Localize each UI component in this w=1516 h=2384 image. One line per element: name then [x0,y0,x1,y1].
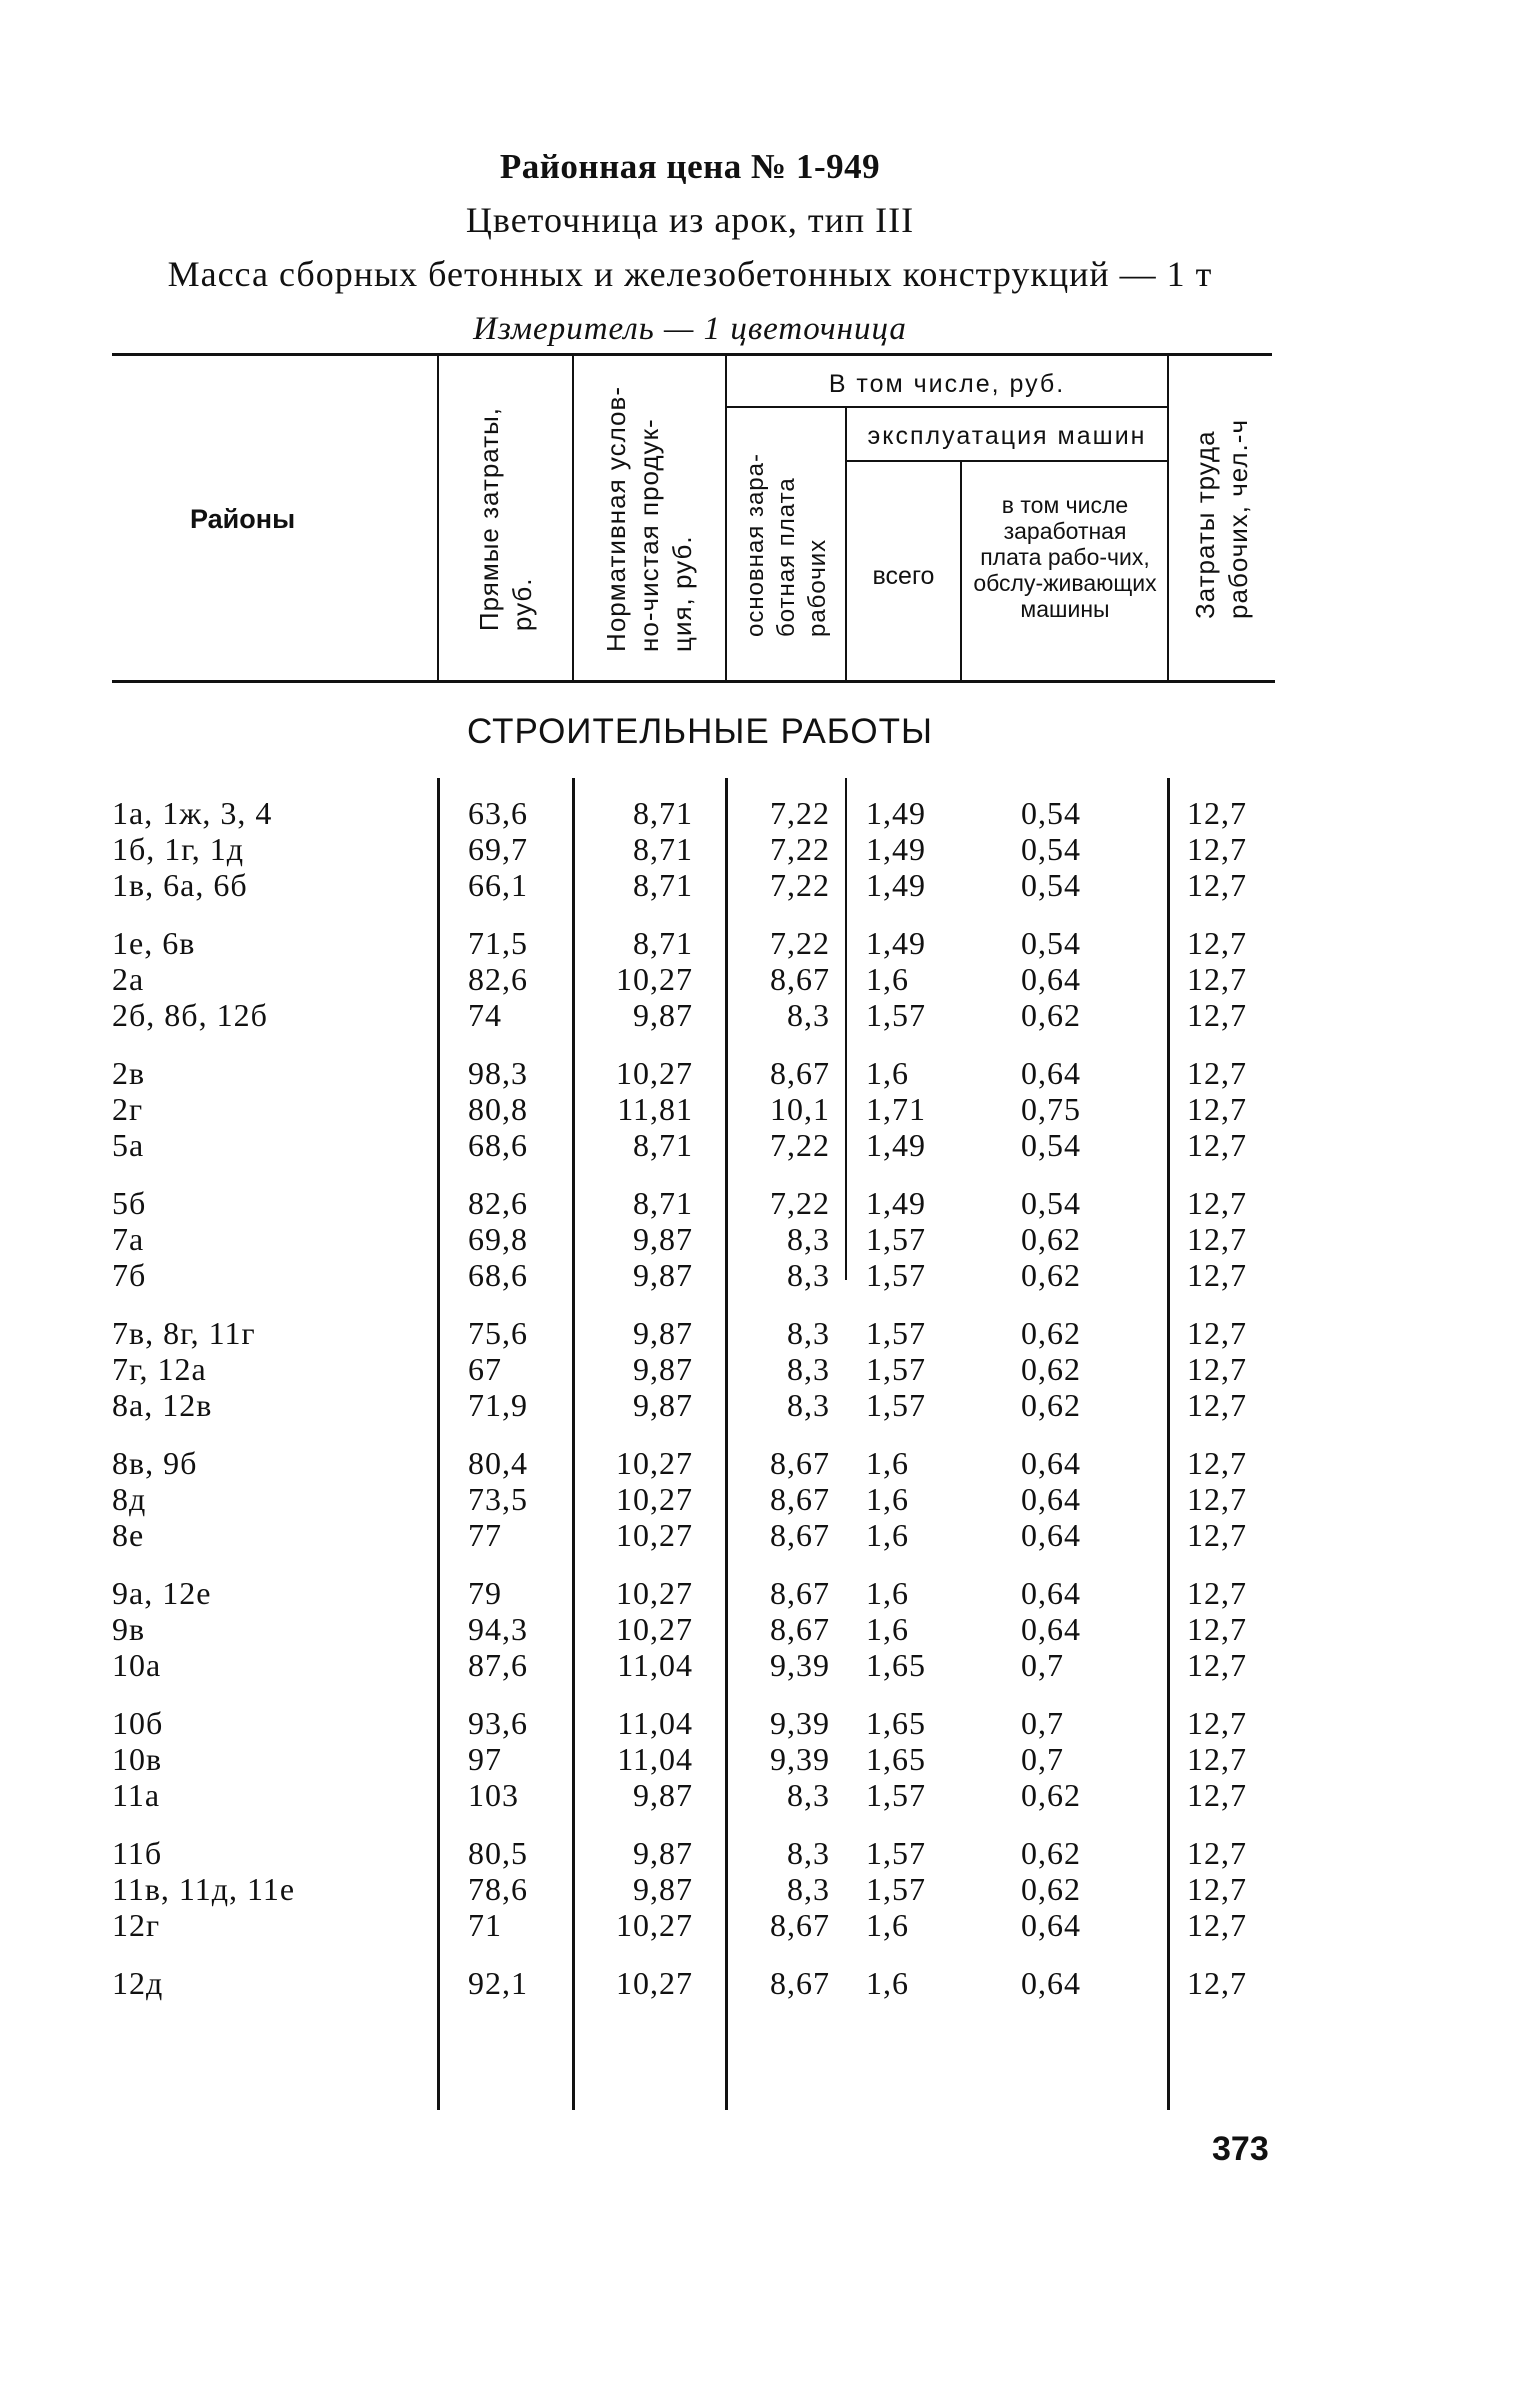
district-cell: 1б, 1г, 1д [112,831,245,867]
machines-total-cell: 1,6 [866,961,909,997]
labor-cell: 12,7 [1187,1965,1247,2001]
normative-cell: 8,71 [633,831,693,867]
table-row [0,1517,1516,1553]
mass-line: Масса сборных бетонных и железобетонных конструкций — 1 т [167,254,1213,294]
machines-total-cell: 1,65 [866,1647,926,1683]
machines-wage-cell: 0,7 [1021,1647,1064,1683]
wage-cell: 8,67 [770,1517,830,1553]
machines-total-cell: 1,49 [866,867,926,903]
measure-line: Измеритель — 1 цветочница [473,311,907,347]
wage-cell: 8,3 [787,1387,830,1423]
machines-total-cell: 1,6 [866,1575,909,1611]
wage-cell: 8,3 [787,1257,830,1293]
machines-wage-cell: 0,62 [1021,1351,1081,1387]
direct-cell: 80,5 [468,1835,528,1871]
machines-total-cell: 1,57 [866,1871,926,1907]
normative-cell: 9,87 [633,997,693,1033]
wage-cell: 8,3 [787,997,830,1033]
wage-cell: 8,67 [770,1575,830,1611]
machines-wage-cell: 0,54 [1021,831,1081,867]
district-cell: 11а [112,1777,161,1813]
table-row [0,925,1516,961]
header-machine-operation: эксплуатация машин [867,422,1147,450]
machines-total-cell: 1,71 [866,1091,926,1127]
normative-cell: 9,87 [633,1351,693,1387]
district-cell: 5б [112,1185,147,1221]
table-row [0,1741,1516,1777]
machines-total-cell: 1,57 [866,1387,926,1423]
table-row [0,1257,1516,1293]
table-row [0,867,1516,903]
direct-cell: 82,6 [468,1185,528,1221]
normative-cell: 8,71 [633,867,693,903]
machines-total-cell: 1,57 [866,1777,926,1813]
table-row [0,1835,1516,1871]
page-title: Районная цена № 1-949 [499,147,881,186]
table-row [0,1055,1516,1091]
table-row [0,1445,1516,1481]
machines-wage-cell: 0,64 [1021,1907,1081,1943]
labor-cell: 12,7 [1187,831,1247,867]
direct-cell: 79 [468,1575,502,1611]
district-cell: 11б [112,1835,163,1871]
direct-cell: 67 [468,1351,502,1387]
normative-cell: 9,87 [633,1257,693,1293]
machines-wage-cell: 0,64 [1021,1481,1081,1517]
direct-cell: 69,8 [468,1221,528,1257]
wage-cell: 8,3 [787,1871,830,1907]
title-block [110,140,1270,356]
labor-cell: 12,7 [1187,1127,1247,1163]
normative-cell: 9,87 [633,1387,693,1423]
machines-total-cell: 1,49 [866,795,926,831]
table-row [0,1481,1516,1517]
normative-cell: 10,27 [616,1611,693,1647]
machines-total-cell: 1,6 [866,1517,909,1553]
header-including: В том числе, руб. [828,370,1066,398]
district-cell: 5а [112,1127,145,1163]
table-row [0,1871,1516,1907]
section-title: СТРОИТЕЛЬНЫЕ РАБОТЫ [467,712,933,751]
wage-cell: 8,67 [770,1481,830,1517]
normative-cell: 9,87 [633,1221,693,1257]
district-cell: 2г [112,1091,144,1127]
machines-wage-cell: 0,54 [1021,925,1081,961]
machines-total-cell: 1,49 [866,1127,926,1163]
district-cell: 8д [112,1481,147,1517]
labor-cell: 12,7 [1187,997,1247,1033]
labor-cell: 12,7 [1187,1741,1247,1777]
header-normative: Нормативная услов- но-чистая продук- ция, руб. [601,386,697,652]
normative-cell: 10,27 [616,1517,693,1553]
district-cell: 8е [112,1517,145,1553]
normative-cell: 8,71 [633,925,693,961]
labor-cell: 12,7 [1187,1611,1247,1647]
labor-cell: 12,7 [1187,1387,1247,1423]
header-direct-costs: Прямые затраты, руб. [473,406,537,632]
table-row [0,1611,1516,1647]
labor-cell: 12,7 [1187,1575,1247,1611]
table-row [0,1315,1516,1351]
machines-wage-cell: 0,54 [1021,1127,1081,1163]
machines-wage-cell: 0,64 [1021,961,1081,997]
normative-cell: 10,27 [616,1575,693,1611]
labor-cell: 12,7 [1187,1777,1247,1813]
table-row [0,961,1516,997]
page-number: 373 [1212,2130,1269,2168]
direct-cell: 71,5 [468,925,528,961]
district-cell: 12г [112,1907,161,1943]
machines-wage-cell: 0,62 [1021,1387,1081,1423]
district-cell: 10в [112,1741,163,1777]
wage-cell: 8,3 [787,1777,830,1813]
normative-cell: 11,04 [617,1705,693,1741]
normative-cell: 9,87 [633,1777,693,1813]
normative-cell: 10,27 [616,1481,693,1517]
normative-cell: 8,71 [633,1127,693,1163]
machines-total-cell: 1,49 [866,1185,926,1221]
direct-cell: 94,3 [468,1611,528,1647]
district-cell: 7г, 12а [112,1351,207,1387]
labor-cell: 12,7 [1187,1185,1247,1221]
machines-total-cell: 1,49 [866,831,926,867]
labor-cell: 12,7 [1187,1481,1247,1517]
wage-cell: 8,67 [770,961,830,997]
normative-cell: 10,27 [616,1055,693,1091]
district-cell: 2а [112,961,145,997]
direct-cell: 87,6 [468,1647,528,1683]
machines-wage-cell: 0,7 [1021,1705,1064,1741]
machines-wage-cell: 0,64 [1021,1055,1081,1091]
labor-cell: 12,7 [1187,1351,1247,1387]
normative-cell: 11,04 [617,1741,693,1777]
direct-cell: 71,9 [468,1387,528,1423]
header-machines-total: всего [872,562,935,590]
labor-cell: 12,7 [1187,867,1247,903]
direct-cell: 66,1 [468,867,528,903]
labor-cell: 12,7 [1187,1647,1247,1683]
wage-cell: 8,67 [770,1055,830,1091]
machines-total-cell: 1,6 [866,1965,909,2001]
machines-total-cell: 1,6 [866,1055,909,1091]
table-row [0,1387,1516,1423]
machines-total-cell: 1,6 [866,1611,909,1647]
labor-cell: 12,7 [1187,1517,1247,1553]
labor-cell: 12,7 [1187,1705,1247,1741]
wage-cell: 8,3 [787,1221,830,1257]
wage-cell: 8,67 [770,1611,830,1647]
wage-cell: 9,39 [770,1741,830,1777]
header-bottom-rule [112,680,1275,683]
normative-cell: 8,71 [633,795,693,831]
subtitle: Цветочница из арок, тип III [465,200,915,240]
direct-cell: 77 [468,1517,502,1553]
table-row [0,1777,1516,1813]
wage-cell: 7,22 [770,831,830,867]
direct-cell: 74 [468,997,502,1033]
district-cell: 2б, 8б, 12б [112,997,268,1033]
labor-cell: 12,7 [1187,925,1247,961]
direct-cell: 80,8 [468,1091,528,1127]
machines-wage-cell: 0,64 [1021,1611,1081,1647]
labor-cell: 12,7 [1187,961,1247,997]
machines-total-cell: 1,65 [866,1741,926,1777]
table-row [0,1127,1516,1163]
wage-cell: 9,39 [770,1705,830,1741]
machines-wage-cell: 0,64 [1021,1965,1081,2001]
direct-cell: 71 [468,1907,502,1943]
machines-wage-cell: 0,62 [1021,1835,1081,1871]
header-col-rule-5 [960,462,962,680]
district-cell: 9в [112,1611,146,1647]
labor-cell: 12,7 [1187,1445,1247,1481]
district-cell: 8в, 9б [112,1445,198,1481]
direct-cell: 82,6 [468,961,528,997]
table-row [0,1575,1516,1611]
labor-cell: 12,7 [1187,1871,1247,1907]
machines-wage-cell: 0,62 [1021,1221,1081,1257]
machines-rule [845,460,1167,462]
direct-cell: 73,5 [468,1481,528,1517]
wage-cell: 7,22 [770,1185,830,1221]
direct-cell: 92,1 [468,1965,528,2001]
normative-cell: 11,04 [617,1647,693,1683]
machines-total-cell: 1,6 [866,1907,909,1943]
labor-cell: 12,7 [1187,1221,1247,1257]
machines-wage-cell: 0,62 [1021,1777,1081,1813]
table-row [0,1705,1516,1741]
district-cell: 1е, 6в [112,925,196,961]
normative-cell: 9,87 [633,1315,693,1351]
machines-total-cell: 1,57 [866,1221,926,1257]
wage-cell: 7,22 [770,925,830,961]
normative-cell: 10,27 [616,1445,693,1481]
machines-wage-cell: 0,62 [1021,1315,1081,1351]
machines-wage-cell: 0,62 [1021,1257,1081,1293]
normative-cell: 9,87 [633,1835,693,1871]
district-cell: 12д [112,1965,164,2001]
labor-cell: 12,7 [1187,1907,1247,1943]
table-row [0,1351,1516,1387]
normative-cell: 11,81 [617,1091,693,1127]
table-row [0,1091,1516,1127]
wage-cell: 7,22 [770,1127,830,1163]
district-cell: 10б [112,1705,164,1741]
labor-cell: 12,7 [1187,1835,1247,1871]
table-row [0,1185,1516,1221]
header-labor: Затраты труда рабочих, чел.-ч [1190,419,1253,619]
machines-total-cell: 1,57 [866,1315,926,1351]
wage-cell: 8,3 [787,1315,830,1351]
labor-cell: 12,7 [1187,1091,1247,1127]
labor-cell: 12,7 [1187,1257,1247,1293]
district-cell: 7б [112,1257,147,1293]
district-cell: 11в, 11д, 11е [112,1871,296,1907]
machines-wage-cell: 0,64 [1021,1517,1081,1553]
district-cell: 7а [112,1221,145,1257]
machines-total-cell: 1,6 [866,1445,909,1481]
including-rule [725,406,1167,408]
wage-cell: 8,67 [770,1445,830,1481]
direct-cell: 80,4 [468,1445,528,1481]
direct-cell: 68,6 [468,1127,528,1163]
normative-cell: 10,27 [616,961,693,997]
district-cell: 10а [112,1647,162,1683]
wage-cell: 10,1 [770,1091,830,1127]
machines-wage-cell: 0,54 [1021,867,1081,903]
wage-cell: 8,67 [770,1965,830,2001]
wage-cell: 8,3 [787,1351,830,1387]
direct-cell: 68,6 [468,1257,528,1293]
table-row [0,1907,1516,1943]
table-row [0,795,1516,831]
wage-cell: 9,39 [770,1647,830,1683]
header-base-wage: основная зара- ботная плата рабочих [741,452,831,637]
table-body [0,795,1516,2001]
labor-cell: 12,7 [1187,1055,1247,1091]
wage-cell: 8,67 [770,1907,830,1943]
machines-total-cell: 1,6 [866,1481,909,1517]
header-top-rule [112,353,1272,356]
table-row [0,1647,1516,1683]
direct-cell: 63,6 [468,795,528,831]
table-row [0,831,1516,867]
direct-cell: 75,6 [468,1315,528,1351]
normative-cell: 10,27 [616,1965,693,2001]
table-row [0,1221,1516,1257]
machines-wage-cell: 0,62 [1021,1871,1081,1907]
normative-cell: 10,27 [616,1907,693,1943]
table-row [0,1965,1516,2001]
wage-cell: 7,22 [770,795,830,831]
district-cell: 7в, 8г, 11г [112,1315,256,1351]
district-cell: 9а, 12е [112,1575,212,1611]
district-cell: 2в [112,1055,146,1091]
district-cell: 8а, 12в [112,1387,213,1423]
machines-wage-cell: 0,7 [1021,1741,1064,1777]
district-cell: 1а, 1ж, 3, 4 [112,795,273,831]
labor-cell: 12,7 [1187,1315,1247,1351]
machines-wage-cell: 0,75 [1021,1091,1081,1127]
machines-total-cell: 1,57 [866,1835,926,1871]
machines-wage-cell: 0,54 [1021,795,1081,831]
machines-total-cell: 1,57 [866,1351,926,1387]
header-machines-wage: в том числе заработная плата рабо-чих, обслу-живающих машины [973,492,1157,622]
machines-wage-cell: 0,64 [1021,1575,1081,1611]
header-districts: Районы [190,504,296,534]
machines-wage-cell: 0,64 [1021,1445,1081,1481]
direct-cell: 98,3 [468,1055,528,1091]
machines-total-cell: 1,57 [866,1257,926,1293]
machines-wage-cell: 0,62 [1021,997,1081,1033]
wage-cell: 7,22 [770,867,830,903]
direct-cell: 78,6 [468,1871,528,1907]
normative-cell: 8,71 [633,1185,693,1221]
machines-total-cell: 1,49 [866,925,926,961]
labor-cell: 12,7 [1187,795,1247,831]
table-row [0,997,1516,1033]
wage-cell: 8,3 [787,1835,830,1871]
machines-wage-cell: 0,54 [1021,1185,1081,1221]
district-cell: 1в, 6а, 6б [112,867,248,903]
direct-cell: 103 [468,1777,519,1813]
machines-total-cell: 1,65 [866,1705,926,1741]
normative-cell: 9,87 [633,1871,693,1907]
direct-cell: 69,7 [468,831,528,867]
machines-total-cell: 1,57 [866,997,926,1033]
direct-cell: 93,6 [468,1705,528,1741]
direct-cell: 97 [468,1741,502,1777]
